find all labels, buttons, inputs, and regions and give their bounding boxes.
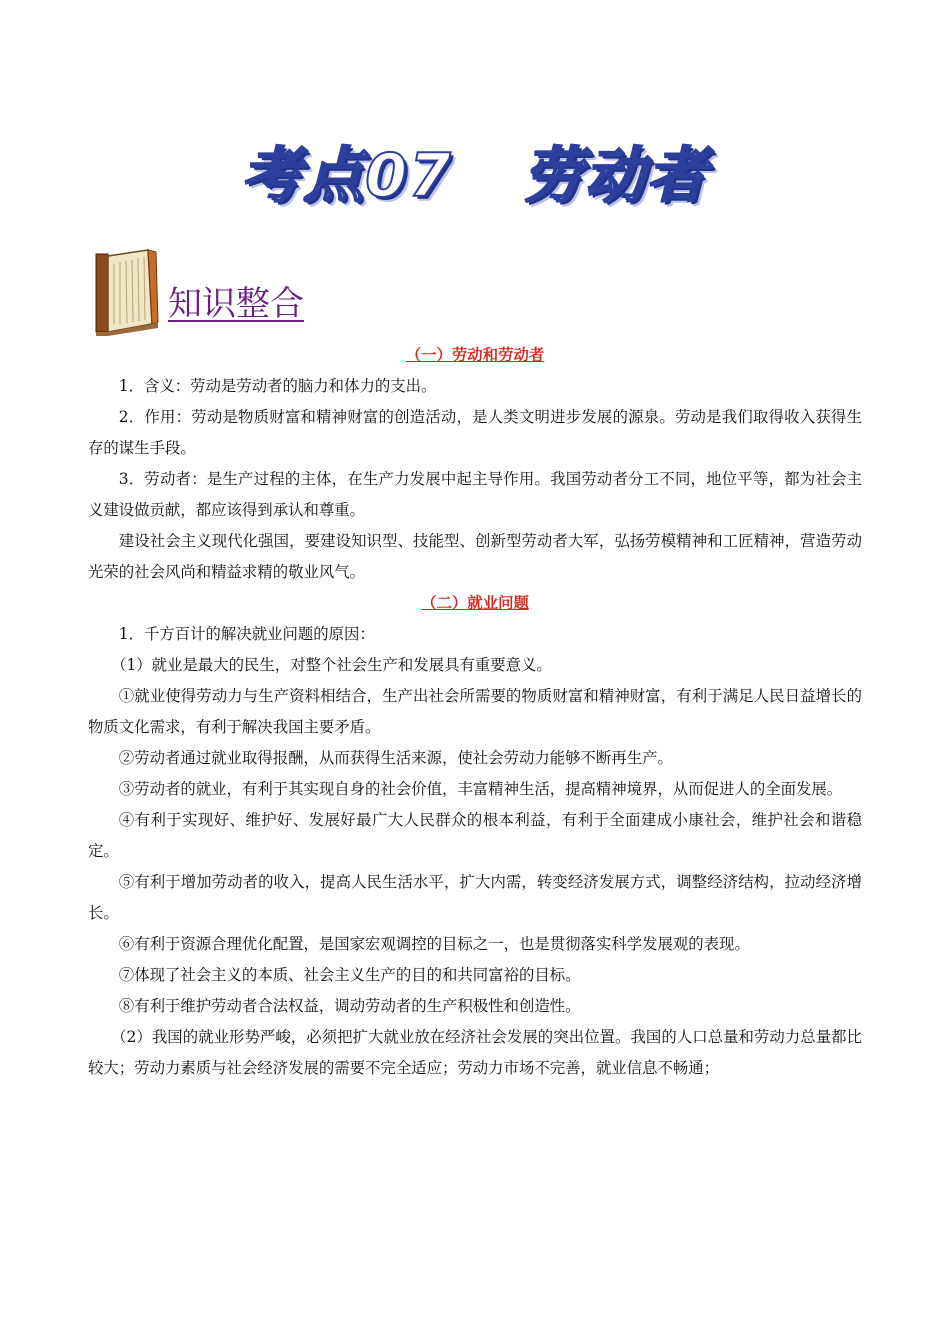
paragraph: （1）就业是最大的民生，对整个社会生产和发展具有重要意义。 <box>111 656 552 674</box>
book-icon <box>92 248 162 336</box>
page-title <box>0 128 950 214</box>
paragraph: ②劳动者通过就业取得报酬，从而获得生活来源，使社会劳动力能够不断再生产。 <box>118 749 673 767</box>
paragraph: 1．千方百计的解决就业问题的原因： <box>118 625 375 643</box>
title-topic: 劳动者 <box>522 141 709 211</box>
paragraph: 3．劳动者：是生产过程的主体，在生产力发展中起主导作用。我国劳动者分工不同，地位平等，都为社会主义建设做贡献，都应该得到承认和尊重。 <box>88 470 862 519</box>
paragraph: ⑤有利于增加劳动者的收入，提高人民生活水平，扩大内需，转变经济发展方式，调整经济结构，拉动经济增长。 <box>88 873 862 922</box>
section-label: 知识整合 <box>168 284 304 324</box>
title-code: 考点07 <box>241 141 453 211</box>
section-heading: （一）劳动和劳动者 <box>405 346 545 364</box>
paragraph: ①就业使得劳动力与生产资料相结合，生产出社会所需要的物质财富和精神财富，有利于满足人民日益增长的物质文化需求，有利于解决我国主要矛盾。 <box>88 687 862 736</box>
paragraph: ③劳动者的就业，有利于其实现自身的社会价值，丰富精神生活，提高精神境界，从而促进人的全面发展。 <box>118 780 843 798</box>
section-header <box>92 248 392 338</box>
paragraph: 1．含义：劳动是劳动者的脑力和体力的支出。 <box>118 377 437 395</box>
document-body <box>88 340 862 1084</box>
paragraph: 建设社会主义现代化强国，要建设知识型、技能型、创新型劳动者大军，弘扬劳模精神和工匠精神，营造劳动光荣的社会风尚和精益求精的敬业风气。 <box>88 532 862 581</box>
paragraph: ⑥有利于资源合理优化配置，是国家宏观调控的目标之一，也是贯彻落实科学发展观的表现。 <box>118 935 750 953</box>
section-heading: （二）就业问题 <box>421 594 529 612</box>
paragraph: ⑦体现了社会主义的本质、社会主义生产的目的和共同富裕的目标。 <box>118 966 581 984</box>
paragraph: （2）我国的就业形势严峻，必须把扩大就业放在经济社会发展的突出位置。我国的人口总量和劳动力总量都比较大；劳动力素质与社会经济发展的需要不完全适应；劳动力市场不完善，就业信息不畅通； <box>88 1028 862 1077</box>
paragraph: 2．作用：劳动是物质财富和精神财富的创造活动，是人类文明进步发展的源泉。劳动是我们取得收入获得生存的谋生手段。 <box>88 408 862 457</box>
paragraph: ④有利于实现好、维护好、发展好最广大人民群众的根本利益，有利于全面建成小康社会，维护社会和谐稳定。 <box>88 811 862 860</box>
paragraph: ⑧有利于维护劳动者合法权益，调动劳动者的生产积极性和创造性。 <box>118 997 581 1015</box>
